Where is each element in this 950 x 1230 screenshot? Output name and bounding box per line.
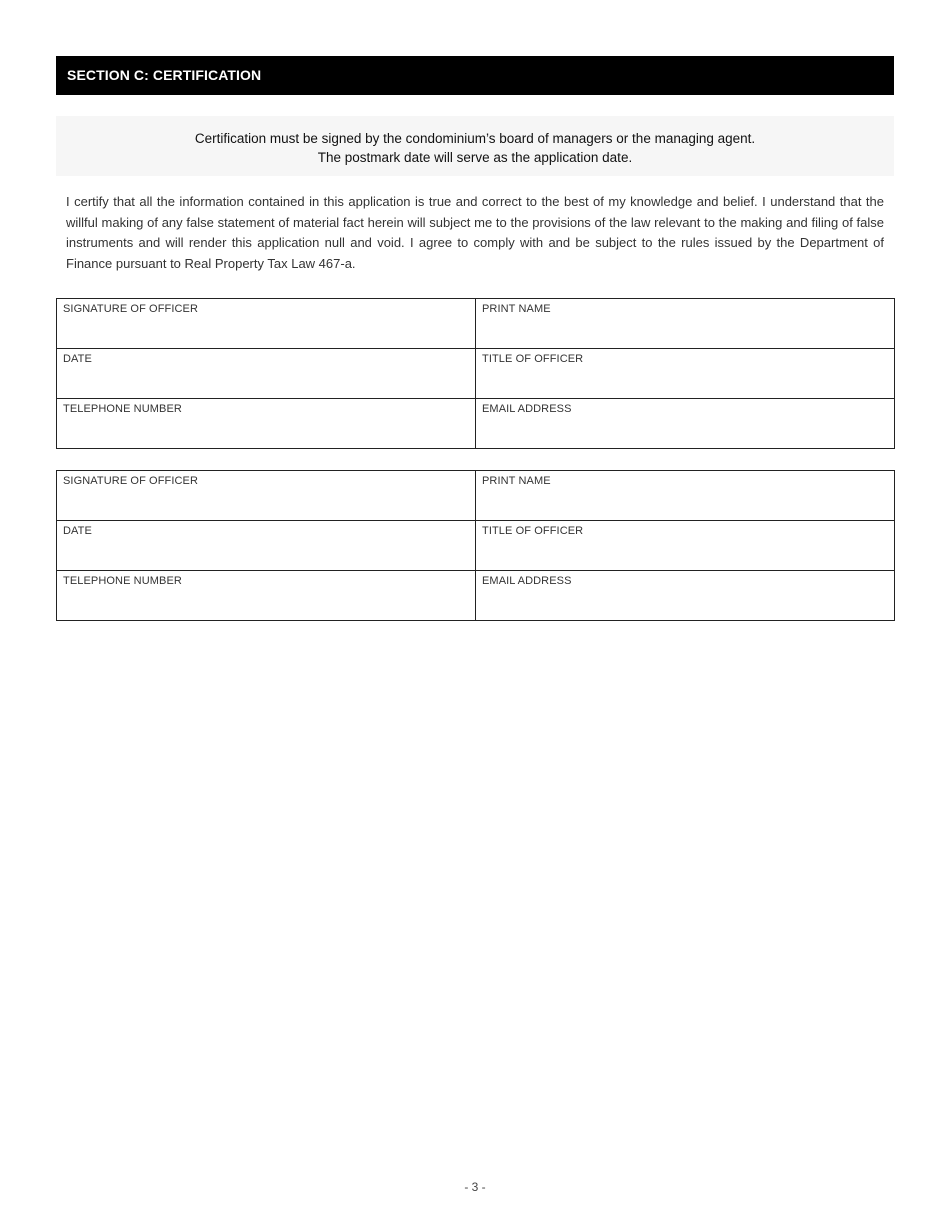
table-row [57, 399, 895, 449]
section-header [56, 56, 894, 95]
date-label: DATE [63, 525, 92, 537]
telephone-label: TELEPHONE NUMBER [63, 575, 182, 587]
telephone-field[interactable] [57, 399, 476, 449]
title-of-officer-field[interactable] [476, 349, 895, 399]
signature-field[interactable] [57, 299, 476, 349]
table-row [57, 571, 895, 621]
title-of-officer-label: TITLE OF OFFICER [482, 353, 584, 365]
certification-notice [56, 116, 894, 176]
signature-field[interactable] [57, 471, 476, 521]
notice-line-2: The postmark date will serve as the application date. [317, 150, 633, 165]
print-name-label: PRINT NAME [482, 303, 551, 315]
page-number: - 3 - [464, 1180, 486, 1194]
signature-label: SIGNATURE OF OFFICER [63, 475, 199, 487]
print-name-label: PRINT NAME [482, 475, 551, 487]
telephone-field[interactable] [57, 571, 476, 621]
print-name-field[interactable] [476, 299, 895, 349]
signature-block-1 [56, 298, 895, 449]
email-label: EMAIL ADDRESS [482, 403, 572, 415]
print-name-field[interactable] [476, 471, 895, 521]
email-field[interactable] [476, 399, 895, 449]
title-of-officer-field[interactable] [476, 521, 895, 571]
telephone-label: TELEPHONE NUMBER [63, 403, 182, 415]
date-field[interactable] [57, 349, 476, 399]
notice-line-1: Certification must be signed by the condominium’s board of managers or the managing agent. [194, 131, 756, 146]
table-row [57, 471, 895, 521]
signature-block-2 [56, 470, 895, 621]
section-title: SECTION C: CERTIFICATION [67, 67, 262, 83]
table-row [57, 349, 895, 399]
email-label: EMAIL ADDRESS [482, 575, 572, 587]
table-row [57, 299, 895, 349]
email-field[interactable] [476, 571, 895, 621]
table-row [57, 521, 895, 571]
certification-statement: I certify that all the information contained in this application is true and correct to the best of my knowledge and belief. I understand that the willful making of any false statement of material fact herein will subject me to the provisions of the law relevant to the making and filing of false instruments and will render this application null and void. I agree to comply with and be subject to the rules issued by the Department of Finance pursuant to Real Property Tax Law 467-a. [66, 194, 884, 271]
signature-label: SIGNATURE OF OFFICER [63, 303, 199, 315]
title-of-officer-label: TITLE OF OFFICER [482, 525, 584, 537]
date-field[interactable] [57, 521, 476, 571]
date-label: DATE [63, 353, 92, 365]
